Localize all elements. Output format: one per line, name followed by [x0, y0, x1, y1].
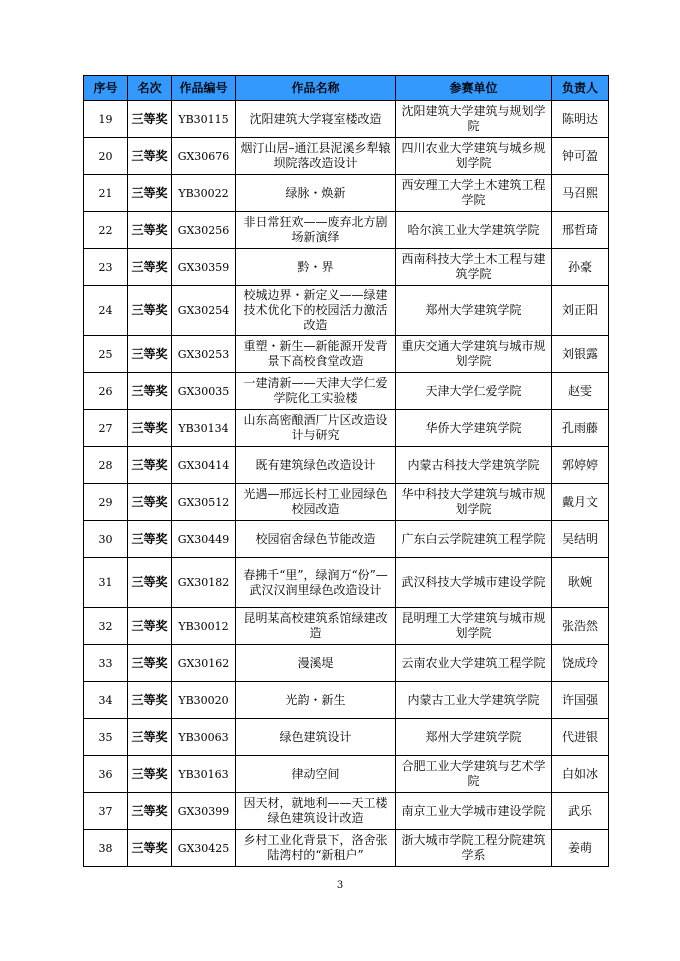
cell-title: 重塑・新生—新能源开发背景下高校食堂改造: [236, 336, 396, 373]
cell-title: 乡村工业化背景下，洛舍张陆湾村的“新租户”: [236, 830, 396, 867]
cell-org: 郑州大学建筑学院: [396, 286, 552, 336]
cell-person: 孔雨藤: [552, 410, 609, 447]
awards-table: [83, 75, 609, 867]
table-row: [84, 249, 609, 286]
cell-rank: 三等奖: [128, 645, 172, 682]
cell-code: GX30035: [172, 373, 236, 410]
cell-org: 南京工业大学城市建设学院: [396, 793, 552, 830]
cell-person: 刘正阳: [552, 286, 609, 336]
cell-code: GX30512: [172, 484, 236, 521]
table-body: [84, 101, 609, 867]
cell-code: YB30115: [172, 101, 236, 138]
cell-code: YB30020: [172, 682, 236, 719]
cell-org: 西安理工大学土木建筑工程学院: [396, 175, 552, 212]
table-row: [84, 212, 609, 249]
cell-title: 沈阳建筑大学寝室楼改造: [236, 101, 396, 138]
cell-title: 既有建筑绿色改造设计: [236, 447, 396, 484]
cell-title: 山东高密酿酒厂片区改造设计与研究: [236, 410, 396, 447]
cell-person: 武乐: [552, 793, 609, 830]
table-row: [84, 138, 609, 175]
cell-code: YB30022: [172, 175, 236, 212]
cell-org: 浙大城市学院工程分院建筑学系: [396, 830, 552, 867]
cell-person: 白如冰: [552, 756, 609, 793]
cell-rank: 三等奖: [128, 719, 172, 756]
cell-rank: 三等奖: [128, 830, 172, 867]
table-row: [84, 719, 609, 756]
cell-person: 刘银露: [552, 336, 609, 373]
cell-number: 22: [84, 212, 128, 249]
cell-org: 华中科技大学建筑与城市规划学院: [396, 484, 552, 521]
cell-number: 20: [84, 138, 128, 175]
cell-rank: 三等奖: [128, 212, 172, 249]
cell-title: 黔・界: [236, 249, 396, 286]
cell-title: 漫溪堤: [236, 645, 396, 682]
table-row: [84, 447, 609, 484]
cell-rank: 三等奖: [128, 793, 172, 830]
cell-rank: 三等奖: [128, 682, 172, 719]
table-row: [84, 608, 609, 645]
cell-code: GX30253: [172, 336, 236, 373]
cell-title: 一建清新——天津大学仁爱学院化工实验楼: [236, 373, 396, 410]
table-row: [84, 682, 609, 719]
table-row: [84, 793, 609, 830]
cell-rank: 三等奖: [128, 521, 172, 558]
cell-number: 32: [84, 608, 128, 645]
cell-code: GX30399: [172, 793, 236, 830]
header-org: 参赛单位: [396, 76, 552, 101]
cell-code: GX30359: [172, 249, 236, 286]
cell-person: 钟可盈: [552, 138, 609, 175]
cell-number: 19: [84, 101, 128, 138]
cell-title: 校园宿舍绿色节能改造: [236, 521, 396, 558]
cell-number: 36: [84, 756, 128, 793]
cell-rank: 三等奖: [128, 286, 172, 336]
header-no: 序号: [84, 76, 128, 101]
cell-number: 21: [84, 175, 128, 212]
table-row: [84, 484, 609, 521]
cell-org: 武汉科技大学城市建设学院: [396, 558, 552, 608]
cell-number: 28: [84, 447, 128, 484]
cell-person: 许国强: [552, 682, 609, 719]
cell-person: 陈明达: [552, 101, 609, 138]
cell-person: 张浩然: [552, 608, 609, 645]
header-code: 作品编号: [172, 76, 236, 101]
cell-code: GX30425: [172, 830, 236, 867]
cell-org: 沈阳建筑大学建筑与规划学院: [396, 101, 552, 138]
cell-org: 重庆交通大学建筑与城市规划学院: [396, 336, 552, 373]
cell-person: 孙豪: [552, 249, 609, 286]
cell-number: 25: [84, 336, 128, 373]
cell-code: GX30676: [172, 138, 236, 175]
table-row: [84, 558, 609, 608]
cell-person: 赵雯: [552, 373, 609, 410]
cell-number: 38: [84, 830, 128, 867]
cell-title: 烟汀山居–通江县泥溪乡犁辕坝院落改造设计: [236, 138, 396, 175]
cell-person: 饶成玲: [552, 645, 609, 682]
cell-title: 校城边界・新定义——绿建技术优化下的校园活力激活改造: [236, 286, 396, 336]
cell-number: 29: [84, 484, 128, 521]
cell-rank: 三等奖: [128, 410, 172, 447]
cell-rank: 三等奖: [128, 249, 172, 286]
cell-rank: 三等奖: [128, 138, 172, 175]
cell-org: 天津大学仁爱学院: [396, 373, 552, 410]
cell-title: 光遇—邢远长村工业园绿色校园改造: [236, 484, 396, 521]
cell-number: 35: [84, 719, 128, 756]
cell-person: 耿婉: [552, 558, 609, 608]
header-rank: 名次: [128, 76, 172, 101]
cell-person: 马召熙: [552, 175, 609, 212]
table-row: [84, 521, 609, 558]
cell-number: 37: [84, 793, 128, 830]
cell-code: YB30063: [172, 719, 236, 756]
table-row: [84, 175, 609, 212]
cell-org: 哈尔滨工业大学建筑学院: [396, 212, 552, 249]
table-row: [84, 645, 609, 682]
cell-rank: 三等奖: [128, 756, 172, 793]
cell-number: 31: [84, 558, 128, 608]
cell-code: GX30414: [172, 447, 236, 484]
cell-title: 非日常狂欢——废弃北方剧场新演绎: [236, 212, 396, 249]
cell-code: YB30163: [172, 756, 236, 793]
cell-title: 光韵・新生: [236, 682, 396, 719]
cell-person: 邢哲琦: [552, 212, 609, 249]
cell-org: 郑州大学建筑学院: [396, 719, 552, 756]
cell-code: GX30256: [172, 212, 236, 249]
cell-code: YB30012: [172, 608, 236, 645]
cell-org: 内蒙古科技大学建筑学院: [396, 447, 552, 484]
cell-title: 因天材，就地利——天工楼绿色建筑设计改造: [236, 793, 396, 830]
cell-number: 30: [84, 521, 128, 558]
cell-number: 23: [84, 249, 128, 286]
cell-org: 华侨大学建筑学院: [396, 410, 552, 447]
cell-org: 昆明理工大学建筑与城市规划学院: [396, 608, 552, 645]
cell-number: 27: [84, 410, 128, 447]
cell-person: 郭婷婷: [552, 447, 609, 484]
cell-org: 合肥工业大学建筑与艺术学院: [396, 756, 552, 793]
cell-rank: 三等奖: [128, 373, 172, 410]
cell-org: 西南科技大学土木工程与建筑学院: [396, 249, 552, 286]
cell-rank: 三等奖: [128, 336, 172, 373]
cell-number: 26: [84, 373, 128, 410]
cell-rank: 三等奖: [128, 558, 172, 608]
cell-number: 34: [84, 682, 128, 719]
cell-title: 律动空间: [236, 756, 396, 793]
header-title: 作品名称: [236, 76, 396, 101]
table-row: [84, 410, 609, 447]
cell-rank: 三等奖: [128, 447, 172, 484]
table-row: [84, 336, 609, 373]
cell-rank: 三等奖: [128, 101, 172, 138]
cell-title: 绿脉・焕新: [236, 175, 396, 212]
cell-code: YB30134: [172, 410, 236, 447]
cell-title: 昆明某高校建筑系馆绿建改造: [236, 608, 396, 645]
cell-person: 吴结明: [552, 521, 609, 558]
cell-number: 33: [84, 645, 128, 682]
cell-org: 云南农业大学建筑工程学院: [396, 645, 552, 682]
table-row: [84, 756, 609, 793]
header-person: 负责人: [552, 76, 609, 101]
cell-person: 代进银: [552, 719, 609, 756]
table-row: [84, 373, 609, 410]
cell-code: GX30254: [172, 286, 236, 336]
cell-title: 绿色建筑设计: [236, 719, 396, 756]
cell-rank: 三等奖: [128, 175, 172, 212]
cell-title: 春拂千“里”，绿润万“份”—武汉汉润里绿色改造设计: [236, 558, 396, 608]
cell-person: 戴月文: [552, 484, 609, 521]
cell-person: 姜萌: [552, 830, 609, 867]
table-row: [84, 101, 609, 138]
cell-rank: 三等奖: [128, 608, 172, 645]
page-number: 3: [336, 880, 344, 891]
cell-code: GX30182: [172, 558, 236, 608]
cell-org: 四川农业大学建筑与城乡规划学院: [396, 138, 552, 175]
cell-code: GX30449: [172, 521, 236, 558]
cell-rank: 三等奖: [128, 484, 172, 521]
cell-org: 广东白云学院建筑工程学院: [396, 521, 552, 558]
cell-org: 内蒙古工业大学建筑学院: [396, 682, 552, 719]
table-row: [84, 286, 609, 336]
cell-code: GX30162: [172, 645, 236, 682]
cell-number: 24: [84, 286, 128, 336]
table-header-row: [84, 76, 609, 101]
table-row: [84, 830, 609, 867]
